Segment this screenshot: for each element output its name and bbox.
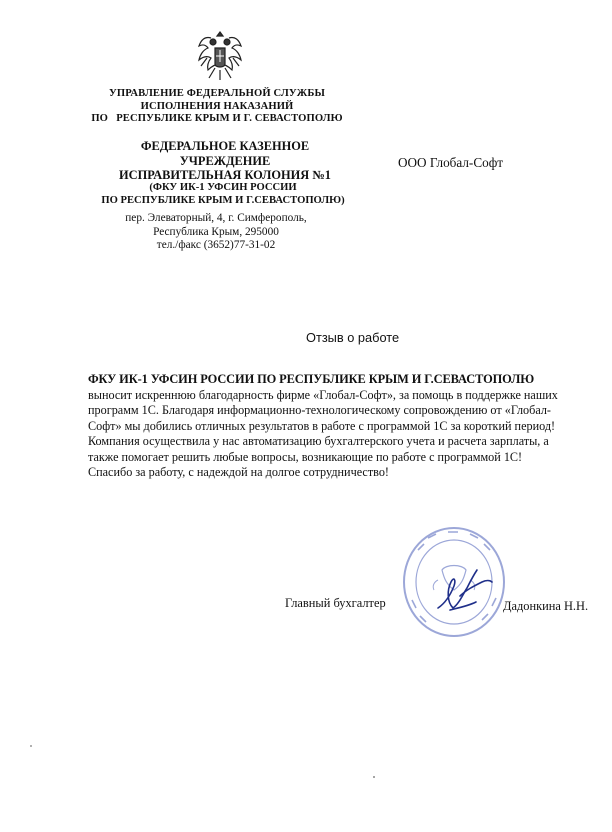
body-line: также помогает решить любые вопросы, возникающие по работе с программой 1С! <box>88 449 523 464</box>
scan-speck <box>30 745 32 747</box>
body-line: Софт» мы добились отличных результатов в работе с программой 1С за короткий период! <box>88 418 556 433</box>
letterhead-line: ИСПОЛНЕНИЯ НАКАЗАНИЙ <box>140 100 294 112</box>
letterhead-line: ПО РЕСПУБЛИКЕ КРЫМ И Г.СЕВАСТОПОЛЮ) <box>101 194 345 206</box>
letterhead-abbreviation <box>88 182 358 207</box>
body-line: Компания осуществила у нас автоматизацию бухгалтерского учета и расчета зарплаты, а <box>88 434 549 448</box>
double-headed-eagle-emblem-icon <box>193 28 247 84</box>
handwritten-signature-icon <box>430 560 500 620</box>
signatory-position: Главный бухгалтер <box>285 596 386 610</box>
address-line: тел./факс (3652)77-31-02 <box>156 239 276 251</box>
letterhead-line: ФЕДЕРАЛЬНОЕ КАЗЕННОЕ <box>140 139 310 153</box>
letterhead-institution <box>98 139 352 183</box>
body-line: Спасибо за работу, с надеждой на долгое сотрудничество! <box>88 465 389 479</box>
letterhead-line: (ФКУ ИК-1 УФСИН РОССИИ <box>149 182 297 193</box>
body-line: выносит искреннюю благодарность фирме «Глобал-Софт», за помощь в поддержке наших <box>88 387 558 402</box>
letterhead-line: ИСПРАВИТЕЛЬНАЯ КОЛОНИЯ №1 <box>118 168 331 182</box>
letterhead-authority <box>88 88 346 126</box>
address-line: пер. Элеваторный, 4, г. Симферополь, <box>125 212 307 224</box>
letterhead-line: ПО РЕСПУБЛИКЕ КРЫМ И Г. СЕВАСТОПОЛЮ <box>91 113 343 124</box>
recipient: ООО Глобал-Софт <box>398 155 504 170</box>
document-title: Отзыв о работе <box>306 330 400 345</box>
letter-body <box>88 372 596 481</box>
scan-speck <box>373 776 375 778</box>
signatory-name: Дадонкина Н.Н. <box>503 599 589 613</box>
letterhead-line: УЧРЕЖДЕНИЕ <box>179 153 271 168</box>
letterhead-address <box>108 212 324 253</box>
organization-name: ФКУ ИК-1 УФСИН РОССИИ ПО РЕСПУБЛИКЕ КРЫМ И Г.СЕВАСТОПОЛЮ <box>88 372 535 386</box>
address-line: Республика Крым, 295000 <box>153 225 279 238</box>
letterhead-line: УПРАВЛЕНИЕ ФЕДЕРАЛЬНОЙ СЛУЖБЫ <box>109 88 325 99</box>
body-line: программ 1С. Благодаря информационно-технологическому сопровождению от «Глобал- <box>88 403 551 417</box>
